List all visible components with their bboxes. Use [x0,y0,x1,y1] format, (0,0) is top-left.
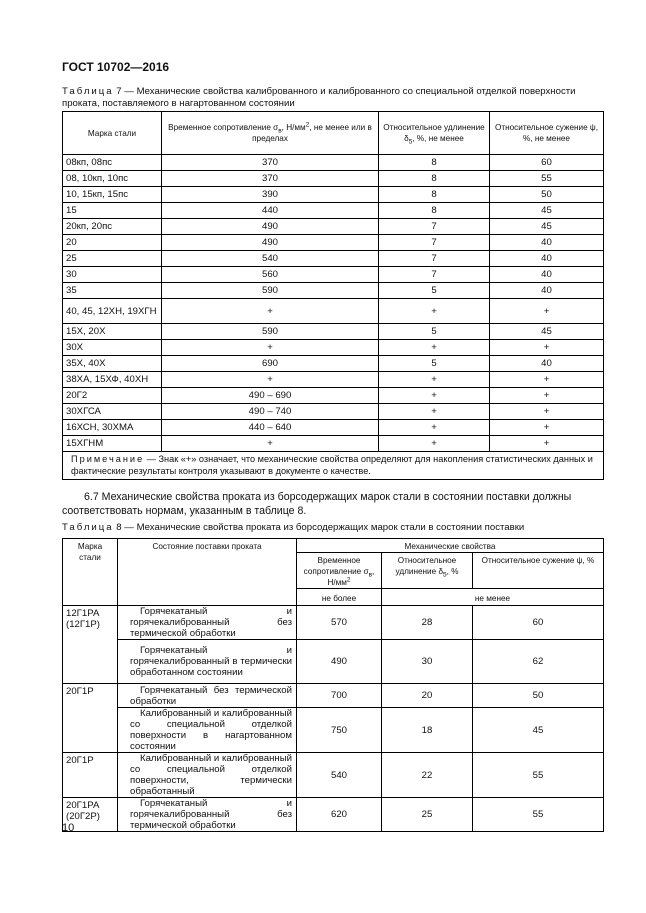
elongation-cell: 8 [379,187,490,203]
strength-cell: 440 – 640 [162,420,379,436]
strength-cell: 490 [162,219,379,235]
table-8 [62,538,604,832]
elongation-cell: 5 [379,283,490,299]
table-row [63,235,604,251]
reduction-cell: 40 [490,283,604,299]
grade-cell: 16ХСН, 30ХМА [63,420,162,436]
reduction-cell: 60 [473,606,604,640]
t8-col-reduction: Относительное сужение ψ, % [473,553,604,589]
strength-cell: 560 [162,267,379,283]
elongation-cell: + [379,299,490,324]
grade-cell: 30ХГСА [63,404,162,420]
table-row [63,404,604,420]
t7-col-grade: Марка стали [63,112,162,155]
strength-cell: 490 [162,235,379,251]
strength-cell: 490 – 690 [162,388,379,404]
reduction-cell: 55 [473,798,604,832]
strength-cell: + [162,340,379,356]
elongation-cell: + [379,436,490,452]
grade-cell: 30 [63,267,162,283]
state-cell: Горячекатаный и горячекалиброванный без термической обработки [118,606,297,640]
reduction-cell: 40 [490,251,604,267]
table-row [63,356,604,372]
grade-cell: 20Г1РА (20Г2Р) [63,798,118,832]
t8-col-elongation: Относительное удлинение $\delta_5$, % [382,553,473,589]
reduction-cell: 40 [490,356,604,372]
reduction-cell: 55 [490,171,604,187]
strength-cell: 750 [297,708,382,753]
elongation-cell: + [379,404,490,420]
t7-col-reduction: Относительное сужение ψ, %, не менее [490,112,604,155]
table-row [63,299,604,324]
t8-not-less: не менее [382,589,604,606]
reduction-cell: 45 [490,203,604,219]
elongation-cell: 7 [379,235,490,251]
grade-cell: 38ХА, 15ХФ, 40ХН [63,372,162,388]
state-cell: Горячекатаный и горячекалиброванный без термической обработки [118,798,297,832]
grade-cell: 20Г2 [63,388,162,404]
grade-cell: 20 [63,235,162,251]
reduction-cell: + [490,388,604,404]
state-cell: Калиброванный и калиброванный со специальной отделкой поверхности, термически обработанный [118,753,297,798]
reduction-cell: 45 [473,708,604,753]
reduction-cell: 40 [490,267,604,283]
reduction-cell: + [490,372,604,388]
t8-col-state: Состояние поставки проката [118,539,297,606]
elongation-cell: 28 [382,606,473,640]
t8-col-strength: Временное сопротивление $\sigma_в$, $Н/мм^2$ [297,553,382,589]
grade-cell: 08, 10кп, 10пс [63,171,162,187]
reduction-cell: + [490,420,604,436]
table-row [63,340,604,356]
grade-cell: 20Г1Р [63,684,118,753]
grade-cell: 15 [63,203,162,219]
strength-cell: 590 [162,283,379,299]
t8-not-more: не более [297,589,382,606]
elongation-cell: 25 [382,798,473,832]
page-number: 10 [62,822,75,834]
strength-cell: + [162,372,379,388]
table7-note-row [63,452,604,480]
strength-cell: 570 [297,606,382,640]
table7-note: Примечание — Знак «+» означает, что механические свойства определяют для накопления статистических данных и фактические результаты контроля указывают в документе о качестве. [63,452,604,480]
table-row [63,420,604,436]
elongation-cell: + [379,388,490,404]
elongation-cell: + [379,420,490,436]
document-header: ГОСТ 10702—2016 [62,60,170,74]
reduction-cell: + [490,436,604,452]
table8-caption: Таблица 8 — Механические свойства проката из борсодержащих марок стали в состоянии поставки [62,522,525,533]
reduction-cell: 62 [473,640,604,684]
strength-cell: 490 – 740 [162,404,379,420]
strength-cell: 440 [162,203,379,219]
reduction-cell: 45 [490,324,604,340]
grade-cell: 10, 15кп, 15пс [63,187,162,203]
table-row [63,606,604,640]
strength-cell: 370 [162,171,379,187]
table-row [63,436,604,452]
state-cell: Калиброванный и калиброванный со специальной отделкой поверхности в нагартованном состоянии [118,708,297,753]
elongation-cell: 7 [379,251,490,267]
state-cell: Горячекатаный без термической обработки [118,684,297,708]
table8-header-row-1 [63,539,604,553]
elongation-cell: 18 [382,708,473,753]
strength-cell: 390 [162,187,379,203]
table7-caption: Таблица 7 — Механические свойства калиброванного и калиброванного со специальной отделкой поверхности проката, поставляемого в нагартованном состоянии [62,86,576,109]
reduction-cell: 55 [473,753,604,798]
table-row [63,372,604,388]
table-row [63,684,604,708]
elongation-cell: 20 [382,684,473,708]
table-row [63,219,604,235]
t7-col-elongation: Относительное удлинение $\delta_5$, %, не менее [379,112,490,155]
table-7 [62,111,604,480]
grade-cell: 35 [63,283,162,299]
grade-cell: 30Х [63,340,162,356]
strength-cell: 490 [297,640,382,684]
table-row [63,155,604,171]
elongation-cell: + [379,372,490,388]
strength-cell: + [162,436,379,452]
elongation-cell: 8 [379,203,490,219]
reduction-cell: 40 [490,235,604,251]
t7-col-strength: Временное сопротивление $\sigma_в$, $Н/мм^2$, не менее или в пределах [162,112,379,155]
elongation-cell: + [379,340,490,356]
clause-6-7: 6.7 Механические свойства проката из борсодержащих марок стали в состоянии поставки должны соответствовать нормам, указанным в таблице 8. [62,491,572,517]
table-row [63,251,604,267]
strength-cell: 590 [162,324,379,340]
reduction-cell: + [490,340,604,356]
grade-cell: 20Г1Р [63,753,118,798]
grade-cell: 40, 45, 12ХН, 19ХГН [63,299,162,324]
elongation-cell: 7 [379,267,490,283]
reduction-cell: 50 [490,187,604,203]
table-row [63,203,604,219]
t8-col-grade: Марка стали [63,539,118,606]
table-row [63,283,604,299]
strength-cell: 690 [162,356,379,372]
reduction-cell: + [490,299,604,324]
table-row [63,640,604,684]
grade-cell: 12Г1РА (12Г1Р) [63,606,118,684]
grade-cell: 15ХГНМ [63,436,162,452]
elongation-cell: 22 [382,753,473,798]
grade-cell: 08кп, 08пс [63,155,162,171]
grade-cell: 25 [63,251,162,267]
elongation-cell: 7 [379,219,490,235]
grade-cell: 15Х, 20Х [63,324,162,340]
table-row [63,171,604,187]
reduction-cell: 45 [490,219,604,235]
reduction-cell: + [490,404,604,420]
elongation-cell: 5 [379,356,490,372]
strength-cell: 370 [162,155,379,171]
strength-cell: 700 [297,684,382,708]
t8-col-mech: Механические свойства [297,539,604,553]
table-row [63,267,604,283]
elongation-cell: 8 [379,155,490,171]
elongation-cell: 5 [379,324,490,340]
strength-cell: 540 [162,251,379,267]
table-row [63,187,604,203]
strength-cell: 540 [297,753,382,798]
elongation-cell: 30 [382,640,473,684]
reduction-cell: 50 [473,684,604,708]
table-row [63,388,604,404]
elongation-cell: 8 [379,171,490,187]
state-cell: Горячекатаный и горячекалиброванный в термически обработанном состоянии [118,640,297,684]
table-row [63,798,604,832]
table-row [63,753,604,798]
grade-cell: 20кп, 20пс [63,219,162,235]
strength-cell: + [162,299,379,324]
table-row [63,708,604,753]
table7-header-row [63,112,604,155]
reduction-cell: 60 [490,155,604,171]
grade-cell: 35Х, 40Х [63,356,162,372]
table-row [63,324,604,340]
strength-cell: 620 [297,798,382,832]
